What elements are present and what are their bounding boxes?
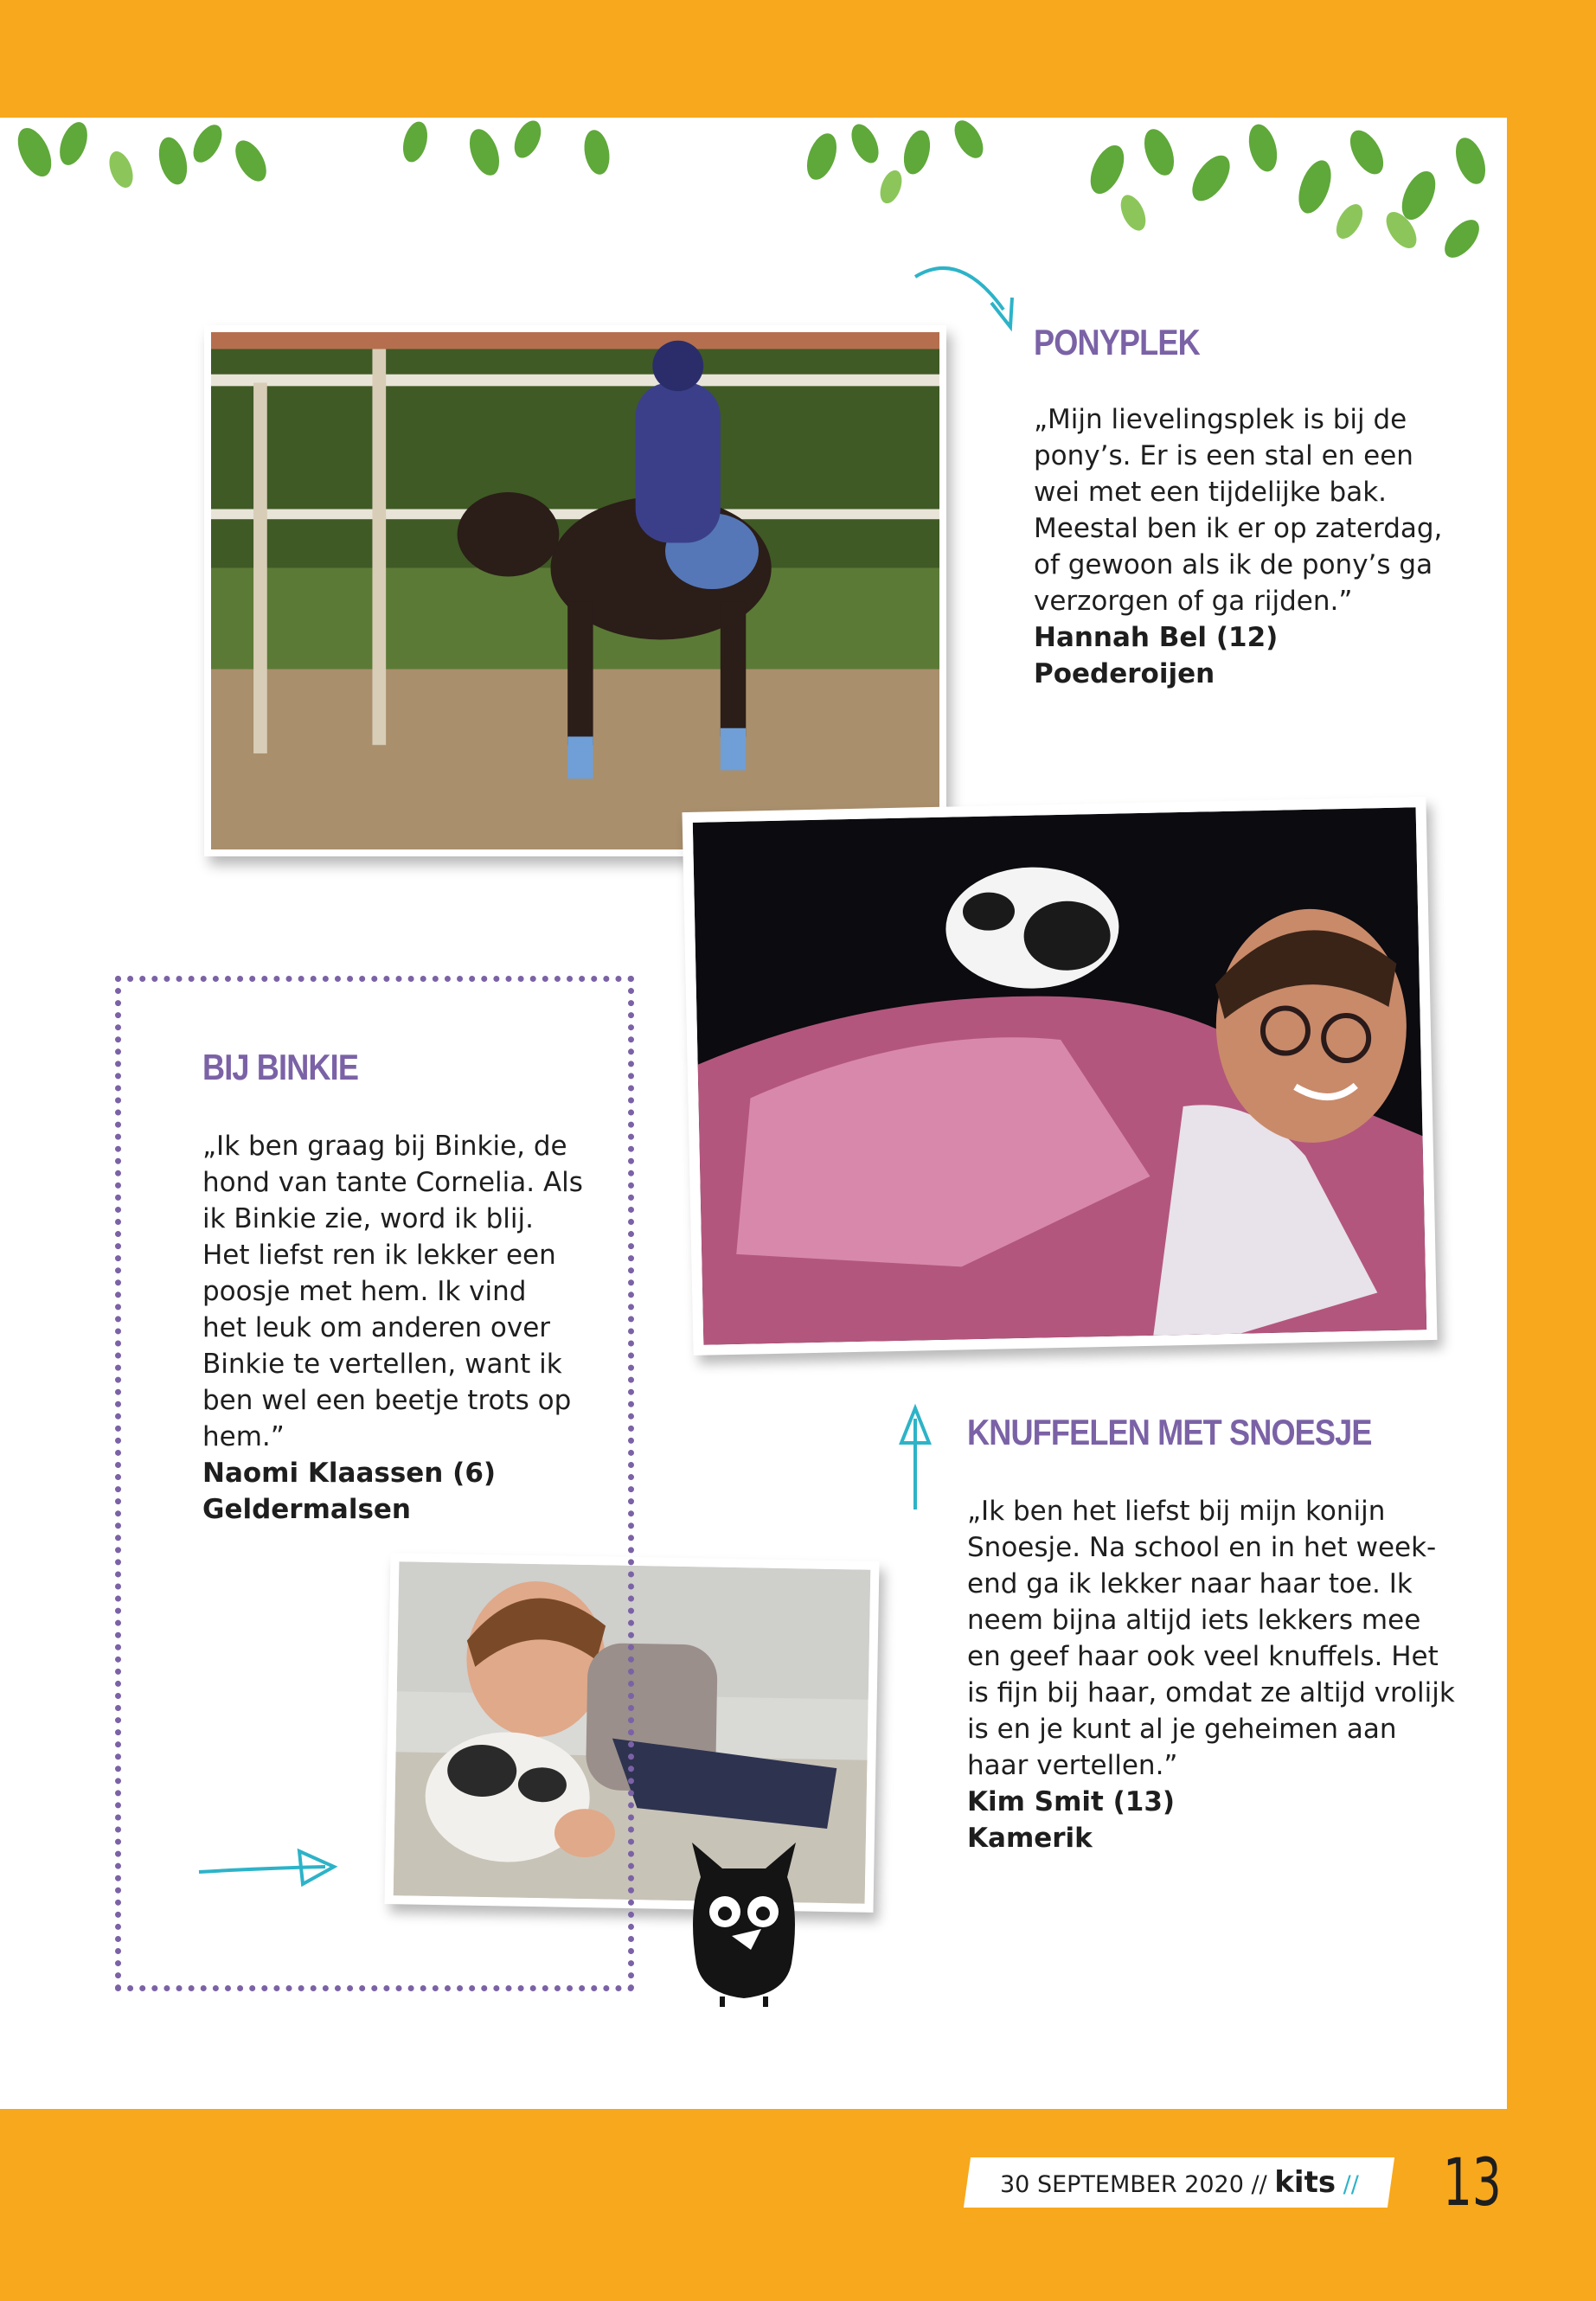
binkie-author xyxy=(202,1455,496,1528)
quote-line: „Ik ben graag bij Binkie, de xyxy=(202,1131,567,1162)
quote-line: end ga ik lekker naar haar toe. Ik xyxy=(967,1568,1413,1599)
leaves-decoration xyxy=(0,118,1507,291)
page-number: 13 xyxy=(1443,2144,1502,2221)
quote-line: Het liefst ren ik lekker een xyxy=(202,1240,556,1271)
pony-rider-photo xyxy=(204,325,946,856)
author-place: Poederoijen xyxy=(1034,658,1215,689)
ponyplek-author xyxy=(1034,619,1278,692)
footer-brand: kits xyxy=(1273,2165,1336,2200)
author-place: Kamerik xyxy=(967,1823,1093,1854)
footer-separator: // xyxy=(1251,2171,1267,2198)
binkie-title: BIJ BINKIE xyxy=(202,1047,359,1087)
ponyplek-title: PONYPLEK xyxy=(1034,322,1200,362)
author-name: Hannah Bel (12) xyxy=(1034,622,1279,653)
quote-line: neem bijna altijd iets lekkers mee xyxy=(967,1605,1421,1636)
quote-line: hem.” xyxy=(202,1421,285,1452)
quote-line: het leuk om anderen over xyxy=(202,1312,551,1343)
author-place: Geldermalsen xyxy=(202,1494,411,1525)
quote-line: haar vertellen.” xyxy=(967,1750,1178,1781)
arrow-binkie-icon xyxy=(195,1843,343,1894)
footer-separator-accent: // xyxy=(1343,2171,1359,2198)
snoesje-title: KNUFFELEN MET SNOESJE xyxy=(967,1412,1372,1452)
quote-line: Binkie te vertellen, want ik xyxy=(202,1349,562,1380)
owl-mascot-icon xyxy=(683,1843,804,2007)
quote-line: ben wel een beetje trots op xyxy=(202,1385,572,1416)
quote-line: en geef haar ook veel knuffels. Het xyxy=(967,1641,1439,1672)
arrow-snoesje-icon xyxy=(889,1401,941,1514)
quote-line: of gewoon als ik de pony’s ga xyxy=(1034,549,1433,580)
quote-line: pony’s. Er is een stal en een xyxy=(1034,440,1413,471)
quote-line: hond van tante Cornelia. Als xyxy=(202,1167,583,1198)
quote-line: verzorgen of ga rijden.” xyxy=(1034,586,1353,617)
quote-line: Meestal ben ik er op zaterdag, xyxy=(1034,513,1443,544)
arrow-ponyplek-icon xyxy=(908,258,1021,344)
girl-with-rabbit-photo xyxy=(683,797,1438,1356)
quote-line: Snoesje. Na school en in het week- xyxy=(967,1532,1437,1563)
ponyplek-quote xyxy=(1034,401,1442,619)
snoesje-author xyxy=(967,1784,1175,1856)
quote-line: ik Binkie zie, word ik blij. xyxy=(202,1203,534,1234)
quote-line: is en je kunt al je geheimen aan xyxy=(967,1714,1397,1745)
author-name: Kim Smit (13) xyxy=(967,1786,1176,1817)
quote-line: „Ik ben het liefst bij mijn konijn xyxy=(967,1496,1386,1527)
quote-line: is fijn bij haar, omdat ze altijd vrolijk xyxy=(967,1677,1455,1708)
binkie-quote xyxy=(202,1128,583,1455)
footer-date: 30 SEPTEMBER 2020 xyxy=(999,2171,1244,2198)
snoesje-quote xyxy=(967,1493,1455,1784)
quote-line: „Mijn lievelingsplek is bij de xyxy=(1034,404,1407,435)
quote-line: wei met een tijdelijke bak. xyxy=(1034,477,1388,508)
author-name: Naomi Klaassen (6) xyxy=(202,1458,497,1489)
footer-issue-label xyxy=(964,2157,1394,2208)
quote-line: poosje met hem. Ik vind xyxy=(202,1276,527,1307)
